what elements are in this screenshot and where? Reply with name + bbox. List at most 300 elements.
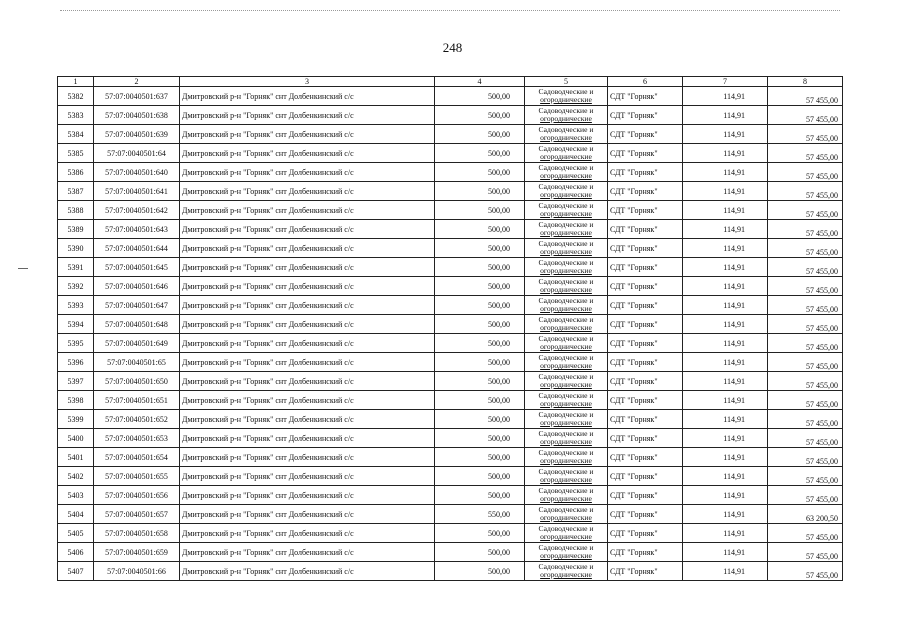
- plot-address: Дмитровский р-н "Горняк" снт Долбенкинский с/с: [180, 353, 435, 372]
- row-number: 5391: [58, 258, 94, 277]
- row-number: 5397: [58, 372, 94, 391]
- cadastral-number: 57:07:0040501:644: [94, 239, 180, 258]
- plot-area: 500,00: [435, 125, 525, 144]
- plot-owner: СДТ "Горняк": [608, 334, 683, 353]
- plot-owner: СДТ "Горняк": [608, 353, 683, 372]
- land-use-line1: Садоводческие и: [538, 125, 594, 134]
- cadastral-number: 57:07:0040501:645: [94, 258, 180, 277]
- row-number: 5399: [58, 410, 94, 429]
- plot-address: Дмитровский р-н "Горняк" снт Долбенкинский с/с: [180, 486, 435, 505]
- land-use-line1: Садоводческие и: [538, 353, 594, 362]
- column-header: 1: [58, 77, 94, 87]
- cadastral-price: 114,91: [683, 315, 768, 334]
- cadastral-number: 57:07:0040501:640: [94, 163, 180, 182]
- cadastral-cost: 57 455,00: [768, 410, 843, 429]
- cadastral-number: 57:07:0040501:650: [94, 372, 180, 391]
- table-row: [58, 486, 843, 505]
- table-row: [58, 220, 843, 239]
- land-use-line1: Садоводческие и: [538, 315, 594, 324]
- plot-owner: СДТ "Горняк": [608, 562, 683, 581]
- plot-area: 500,00: [435, 543, 525, 562]
- table-row: [58, 524, 843, 543]
- plot-area: 500,00: [435, 87, 525, 106]
- land-use-line1: Садоводческие и: [538, 220, 594, 229]
- plot-address: Дмитровский р-н "Горняк" снт Долбенкинский с/с: [180, 372, 435, 391]
- land-use: [525, 87, 608, 106]
- land-use-line2: огороднические: [540, 95, 592, 104]
- plot-area: 500,00: [435, 410, 525, 429]
- cadastral-number: 57:07:0040501:66: [94, 562, 180, 581]
- row-number: 5392: [58, 277, 94, 296]
- land-use-line1: Садоводческие и: [538, 258, 594, 267]
- land-use-line2: огороднические: [540, 513, 592, 522]
- cadastral-price: 114,91: [683, 296, 768, 315]
- land-use-line2: огороднические: [540, 456, 592, 465]
- plot-address: Дмитровский р-н "Горняк" снт Долбенкинский с/с: [180, 106, 435, 125]
- cadastral-price: 114,91: [683, 391, 768, 410]
- plot-owner: СДТ "Горняк": [608, 106, 683, 125]
- plot-address: Дмитровский р-н "Горняк" снт Долбенкинский с/с: [180, 220, 435, 239]
- land-use-line2: огороднические: [540, 114, 592, 123]
- column-header: 6: [608, 77, 683, 87]
- cadastral-price: 114,91: [683, 543, 768, 562]
- land-use-line1: Садоводческие и: [538, 144, 594, 153]
- land-use: [525, 448, 608, 467]
- land-use: [525, 372, 608, 391]
- cadastral-cost: 57 455,00: [768, 391, 843, 410]
- land-use-line2: огороднические: [540, 532, 592, 541]
- cadastral-price: 114,91: [683, 467, 768, 486]
- land-use-line2: огороднические: [540, 323, 592, 332]
- land-use-line2: огороднические: [540, 209, 592, 218]
- plot-area: 500,00: [435, 486, 525, 505]
- plot-owner: СДТ "Горняк": [608, 220, 683, 239]
- plot-area: 500,00: [435, 258, 525, 277]
- cadastral-number: 57:07:0040501:647: [94, 296, 180, 315]
- plot-address: Дмитровский р-н "Горняк" снт Долбенкинский с/с: [180, 201, 435, 220]
- row-number: 5398: [58, 391, 94, 410]
- cadastral-price: 114,91: [683, 410, 768, 429]
- land-use: [525, 106, 608, 125]
- cadastral-cost: 57 455,00: [768, 429, 843, 448]
- land-use-line1: Садоводческие и: [538, 486, 594, 495]
- row-number: 5383: [58, 106, 94, 125]
- plot-owner: СДТ "Горняк": [608, 239, 683, 258]
- land-use: [525, 410, 608, 429]
- plot-area: 500,00: [435, 315, 525, 334]
- land-use: [525, 182, 608, 201]
- land-use-line1: Садоводческие и: [538, 448, 594, 457]
- land-use-line2: огороднические: [540, 494, 592, 503]
- plot-address: Дмитровский р-н "Горняк" снт Долбенкинский с/с: [180, 543, 435, 562]
- row-number: 5394: [58, 315, 94, 334]
- cadastral-cost: 57 455,00: [768, 220, 843, 239]
- land-use-line2: огороднические: [540, 247, 592, 256]
- land-use-line2: огороднические: [540, 399, 592, 408]
- plot-owner: СДТ "Горняк": [608, 296, 683, 315]
- land-use-line2: огороднические: [540, 152, 592, 161]
- row-number: 5389: [58, 220, 94, 239]
- land-use: [525, 201, 608, 220]
- row-number: 5405: [58, 524, 94, 543]
- plot-area: 550,00: [435, 505, 525, 524]
- table-row: [58, 163, 843, 182]
- plot-address: Дмитровский р-н "Горняк" снт Долбенкинский с/с: [180, 562, 435, 581]
- table-row: [58, 391, 843, 410]
- column-header: 7: [683, 77, 768, 87]
- cadastral-price: 114,91: [683, 144, 768, 163]
- land-use-line2: огороднические: [540, 285, 592, 294]
- land-use: [525, 144, 608, 163]
- plot-owner: СДТ "Горняк": [608, 87, 683, 106]
- row-number: 5386: [58, 163, 94, 182]
- cadastral-number: 57:07:0040501:648: [94, 315, 180, 334]
- cadastral-cost: 57 455,00: [768, 163, 843, 182]
- land-use: [525, 239, 608, 258]
- plot-area: 500,00: [435, 201, 525, 220]
- land-use-line1: Садоводческие и: [538, 467, 594, 476]
- cadastral-cost: 57 455,00: [768, 277, 843, 296]
- cadastral-price: 114,91: [683, 448, 768, 467]
- cadastral-number: 57:07:0040501:654: [94, 448, 180, 467]
- row-number: 5388: [58, 201, 94, 220]
- cadastral-cost: 57 455,00: [768, 201, 843, 220]
- plot-area: 500,00: [435, 239, 525, 258]
- plot-area: 500,00: [435, 562, 525, 581]
- plot-address: Дмитровский р-н "Горняк" снт Долбенкинский с/с: [180, 87, 435, 106]
- land-use: [525, 125, 608, 144]
- land-use-line1: Садоводческие и: [538, 505, 594, 514]
- cadastral-cost: 57 455,00: [768, 258, 843, 277]
- cadastral-number: 57:07:0040501:64: [94, 144, 180, 163]
- cadastral-cost: 57 455,00: [768, 486, 843, 505]
- land-use: [525, 163, 608, 182]
- row-number: 5395: [58, 334, 94, 353]
- table-row: [58, 410, 843, 429]
- table-row: [58, 448, 843, 467]
- cadastral-price: 114,91: [683, 372, 768, 391]
- land-use-line2: огороднические: [540, 342, 592, 351]
- land-use: [525, 296, 608, 315]
- cadastral-price: 114,91: [683, 106, 768, 125]
- plot-area: 500,00: [435, 467, 525, 486]
- land-use-line2: огороднические: [540, 418, 592, 427]
- cadastral-cost: 57 455,00: [768, 239, 843, 258]
- cadastral-number: 57:07:0040501:639: [94, 125, 180, 144]
- plot-address: Дмитровский р-н "Горняк" снт Долбенкинский с/с: [180, 334, 435, 353]
- scan-artifact-line: [60, 10, 840, 15]
- cadastral-price: 114,91: [683, 353, 768, 372]
- cadastral-number: 57:07:0040501:649: [94, 334, 180, 353]
- land-use: [525, 505, 608, 524]
- cadastral-number: 57:07:0040501:651: [94, 391, 180, 410]
- table-row: [58, 353, 843, 372]
- row-number: 5385: [58, 144, 94, 163]
- cadastral-number: 57:07:0040501:641: [94, 182, 180, 201]
- cadastral-price: 114,91: [683, 277, 768, 296]
- land-use: [525, 486, 608, 505]
- column-header: 5: [525, 77, 608, 87]
- cadastral-price: 114,91: [683, 220, 768, 239]
- cadastral-number: 57:07:0040501:656: [94, 486, 180, 505]
- cadastral-price: 114,91: [683, 524, 768, 543]
- land-use: [525, 524, 608, 543]
- table-row: [58, 201, 843, 220]
- table-row: [58, 467, 843, 486]
- cadastral-number: 57:07:0040501:637: [94, 87, 180, 106]
- plot-address: Дмитровский р-н "Горняк" снт Долбенкинский с/с: [180, 448, 435, 467]
- plot-address: Дмитровский р-н "Горняк" снт Долбенкинский с/с: [180, 239, 435, 258]
- cadastral-number: 57:07:0040501:638: [94, 106, 180, 125]
- cadastral-number: 57:07:0040501:652: [94, 410, 180, 429]
- plot-address: Дмитровский р-н "Горняк" снт Долбенкинский с/с: [180, 163, 435, 182]
- plot-owner: СДТ "Горняк": [608, 277, 683, 296]
- plot-owner: СДТ "Горняк": [608, 448, 683, 467]
- land-use-line2: огороднические: [540, 475, 592, 484]
- plot-area: 500,00: [435, 334, 525, 353]
- cadastral-cost: 57 455,00: [768, 353, 843, 372]
- land-use: [525, 315, 608, 334]
- column-header: 8: [768, 77, 843, 87]
- column-number-row: [58, 77, 843, 87]
- cadastral-number: 57:07:0040501:65: [94, 353, 180, 372]
- cadastral-cost: 57 455,00: [768, 106, 843, 125]
- cadastral-price: 114,91: [683, 334, 768, 353]
- cadastral-cost: 57 455,00: [768, 315, 843, 334]
- table-row: [58, 87, 843, 106]
- plot-owner: СДТ "Горняк": [608, 201, 683, 220]
- cadastral-price: 114,91: [683, 87, 768, 106]
- table-row: [58, 543, 843, 562]
- plot-address: Дмитровский р-н "Горняк" снт Долбенкинский с/с: [180, 315, 435, 334]
- row-number: 5382: [58, 87, 94, 106]
- land-use-line2: огороднические: [540, 380, 592, 389]
- table-row: [58, 125, 843, 144]
- table-header: [58, 77, 843, 87]
- plot-address: Дмитровский р-н "Горняк" снт Долбенкинский с/с: [180, 258, 435, 277]
- land-use: [525, 353, 608, 372]
- cadastral-cost: 57 455,00: [768, 524, 843, 543]
- land-use-line1: Садоводческие и: [538, 277, 594, 286]
- plot-owner: СДТ "Горняк": [608, 410, 683, 429]
- land-use-line1: Садоводческие и: [538, 87, 594, 96]
- cadastral-price: 114,91: [683, 125, 768, 144]
- land-use-line2: огороднические: [540, 228, 592, 237]
- land-use: [525, 277, 608, 296]
- row-number: 5387: [58, 182, 94, 201]
- row-number: 5404: [58, 505, 94, 524]
- land-use-line1: Садоводческие и: [538, 182, 594, 191]
- table-row: [58, 296, 843, 315]
- plot-area: 500,00: [435, 296, 525, 315]
- plot-area: 500,00: [435, 277, 525, 296]
- plot-address: Дмитровский р-н "Горняк" снт Долбенкинский с/с: [180, 505, 435, 524]
- plot-area: 500,00: [435, 144, 525, 163]
- cadastral-cost: 57 455,00: [768, 372, 843, 391]
- cadastral-cost: 57 455,00: [768, 182, 843, 201]
- table-row: [58, 334, 843, 353]
- cadastral-price: 114,91: [683, 505, 768, 524]
- row-number: 5407: [58, 562, 94, 581]
- cadastral-cost: 57 455,00: [768, 87, 843, 106]
- land-use-line1: Садоводческие и: [538, 391, 594, 400]
- table-row: [58, 106, 843, 125]
- plot-area: 500,00: [435, 163, 525, 182]
- land-use-line1: Садоводческие и: [538, 296, 594, 305]
- table-row: [58, 239, 843, 258]
- land-use-line2: огороднические: [540, 361, 592, 370]
- plot-area: 500,00: [435, 182, 525, 201]
- cadastral-number: 57:07:0040501:646: [94, 277, 180, 296]
- page-number: 248: [442, 40, 463, 55]
- land-use-line1: Садоводческие и: [538, 543, 594, 552]
- row-number: 5406: [58, 543, 94, 562]
- cadastral-number: 57:07:0040501:643: [94, 220, 180, 239]
- land-plots-table: [57, 76, 843, 581]
- plot-address: Дмитровский р-н "Горняк" снт Долбенкинский с/с: [180, 410, 435, 429]
- plot-address: Дмитровский р-н "Горняк" снт Долбенкинский с/с: [180, 182, 435, 201]
- plot-owner: СДТ "Горняк": [608, 315, 683, 334]
- cadastral-number: 57:07:0040501:658: [94, 524, 180, 543]
- land-use: [525, 543, 608, 562]
- plot-address: Дмитровский р-н "Горняк" снт Долбенкинский с/с: [180, 391, 435, 410]
- cadastral-cost: 57 455,00: [768, 334, 843, 353]
- cadastral-number: 57:07:0040501:653: [94, 429, 180, 448]
- land-use: [525, 562, 608, 581]
- row-number: 5400: [58, 429, 94, 448]
- table-row: [58, 144, 843, 163]
- plot-address: Дмитровский р-н "Горняк" снт Долбенкинский с/с: [180, 467, 435, 486]
- cadastral-cost: 57 455,00: [768, 562, 843, 581]
- land-use-line2: огороднические: [540, 190, 592, 199]
- plot-area: 500,00: [435, 524, 525, 543]
- plot-area: 500,00: [435, 353, 525, 372]
- plot-address: Дмитровский р-н "Горняк" снт Долбенкинский с/с: [180, 296, 435, 315]
- cadastral-price: 114,91: [683, 201, 768, 220]
- table-row: [58, 505, 843, 524]
- land-use-line1: Садоводческие и: [538, 372, 594, 381]
- table-row: [58, 258, 843, 277]
- plot-owner: СДТ "Горняк": [608, 543, 683, 562]
- plot-owner: СДТ "Горняк": [608, 144, 683, 163]
- land-use-line1: Садоводческие и: [538, 562, 594, 571]
- column-header: 3: [180, 77, 435, 87]
- plot-address: Дмитровский р-н "Горняк" снт Долбенкинский с/с: [180, 277, 435, 296]
- row-number: 5401: [58, 448, 94, 467]
- land-use-line2: огороднические: [540, 437, 592, 446]
- land-use-line1: Садоводческие и: [538, 524, 594, 533]
- land-use-line2: огороднические: [540, 133, 592, 142]
- table-row: [58, 429, 843, 448]
- land-use: [525, 391, 608, 410]
- plot-area: 500,00: [435, 106, 525, 125]
- cadastral-price: 114,91: [683, 486, 768, 505]
- table-row: [58, 562, 843, 581]
- plot-owner: СДТ "Горняк": [608, 505, 683, 524]
- cadastral-price: 114,91: [683, 562, 768, 581]
- row-number: 5396: [58, 353, 94, 372]
- plot-owner: СДТ "Горняк": [608, 163, 683, 182]
- plot-address: Дмитровский р-н "Горняк" снт Долбенкинский с/с: [180, 429, 435, 448]
- plot-area: 500,00: [435, 448, 525, 467]
- plot-address: Дмитровский р-н "Горняк" снт Долбенкинский с/с: [180, 144, 435, 163]
- land-use: [525, 334, 608, 353]
- table-row: [58, 182, 843, 201]
- cadastral-number: 57:07:0040501:659: [94, 543, 180, 562]
- land-use-line1: Садоводческие и: [538, 163, 594, 172]
- cadastral-number: 57:07:0040501:655: [94, 467, 180, 486]
- scan-artifact-mark: [18, 268, 28, 269]
- table-body: [58, 87, 843, 581]
- cadastral-price: 114,91: [683, 258, 768, 277]
- cadastral-price: 114,91: [683, 429, 768, 448]
- land-use-line1: Садоводческие и: [538, 201, 594, 210]
- land-use: [525, 429, 608, 448]
- cadastral-cost: 57 455,00: [768, 296, 843, 315]
- land-use-line2: огороднические: [540, 570, 592, 579]
- land-use: [525, 220, 608, 239]
- plot-area: 500,00: [435, 429, 525, 448]
- land-use: [525, 258, 608, 277]
- plot-owner: СДТ "Горняк": [608, 467, 683, 486]
- plot-address: Дмитровский р-н "Горняк" снт Долбенкинский с/с: [180, 125, 435, 144]
- column-header: 4: [435, 77, 525, 87]
- cadastral-price: 114,91: [683, 163, 768, 182]
- cadastral-cost: 57 455,00: [768, 125, 843, 144]
- table-row: [58, 372, 843, 391]
- cadastral-cost: 63 200,50: [768, 505, 843, 524]
- land-use-line1: Садоводческие и: [538, 239, 594, 248]
- land-use-line2: огороднические: [540, 551, 592, 560]
- cadastral-cost: 57 455,00: [768, 448, 843, 467]
- plot-owner: СДТ "Горняк": [608, 372, 683, 391]
- plot-owner: СДТ "Горняк": [608, 182, 683, 201]
- plot-address: Дмитровский р-н "Горняк" снт Долбенкинский с/с: [180, 524, 435, 543]
- land-use-line2: огороднические: [540, 266, 592, 275]
- cadastral-cost: 57 455,00: [768, 543, 843, 562]
- table-row: [58, 277, 843, 296]
- row-number: 5402: [58, 467, 94, 486]
- cadastral-price: 114,91: [683, 182, 768, 201]
- plot-owner: СДТ "Горняк": [608, 258, 683, 277]
- plot-owner: СДТ "Горняк": [608, 524, 683, 543]
- plot-owner: СДТ "Горняк": [608, 429, 683, 448]
- land-use-line2: огороднические: [540, 171, 592, 180]
- land-use: [525, 467, 608, 486]
- column-header: 2: [94, 77, 180, 87]
- land-use-line1: Садоводческие и: [538, 106, 594, 115]
- table-row: [58, 315, 843, 334]
- cadastral-number: 57:07:0040501:657: [94, 505, 180, 524]
- row-number: 5384: [58, 125, 94, 144]
- plot-owner: СДТ "Горняк": [608, 125, 683, 144]
- cadastral-cost: 57 455,00: [768, 467, 843, 486]
- plot-area: 500,00: [435, 220, 525, 239]
- cadastral-number: 57:07:0040501:642: [94, 201, 180, 220]
- plot-area: 500,00: [435, 372, 525, 391]
- land-use-line1: Садоводческие и: [538, 334, 594, 343]
- land-use-line1: Садоводческие и: [538, 429, 594, 438]
- cadastral-cost: 57 455,00: [768, 144, 843, 163]
- plot-owner: СДТ "Горняк": [608, 391, 683, 410]
- row-number: 5403: [58, 486, 94, 505]
- land-use-line2: огороднические: [540, 304, 592, 313]
- land-use-line1: Садоводческие и: [538, 410, 594, 419]
- row-number: 5393: [58, 296, 94, 315]
- cadastral-price: 114,91: [683, 239, 768, 258]
- plot-owner: СДТ "Горняк": [608, 486, 683, 505]
- plot-area: 500,00: [435, 391, 525, 410]
